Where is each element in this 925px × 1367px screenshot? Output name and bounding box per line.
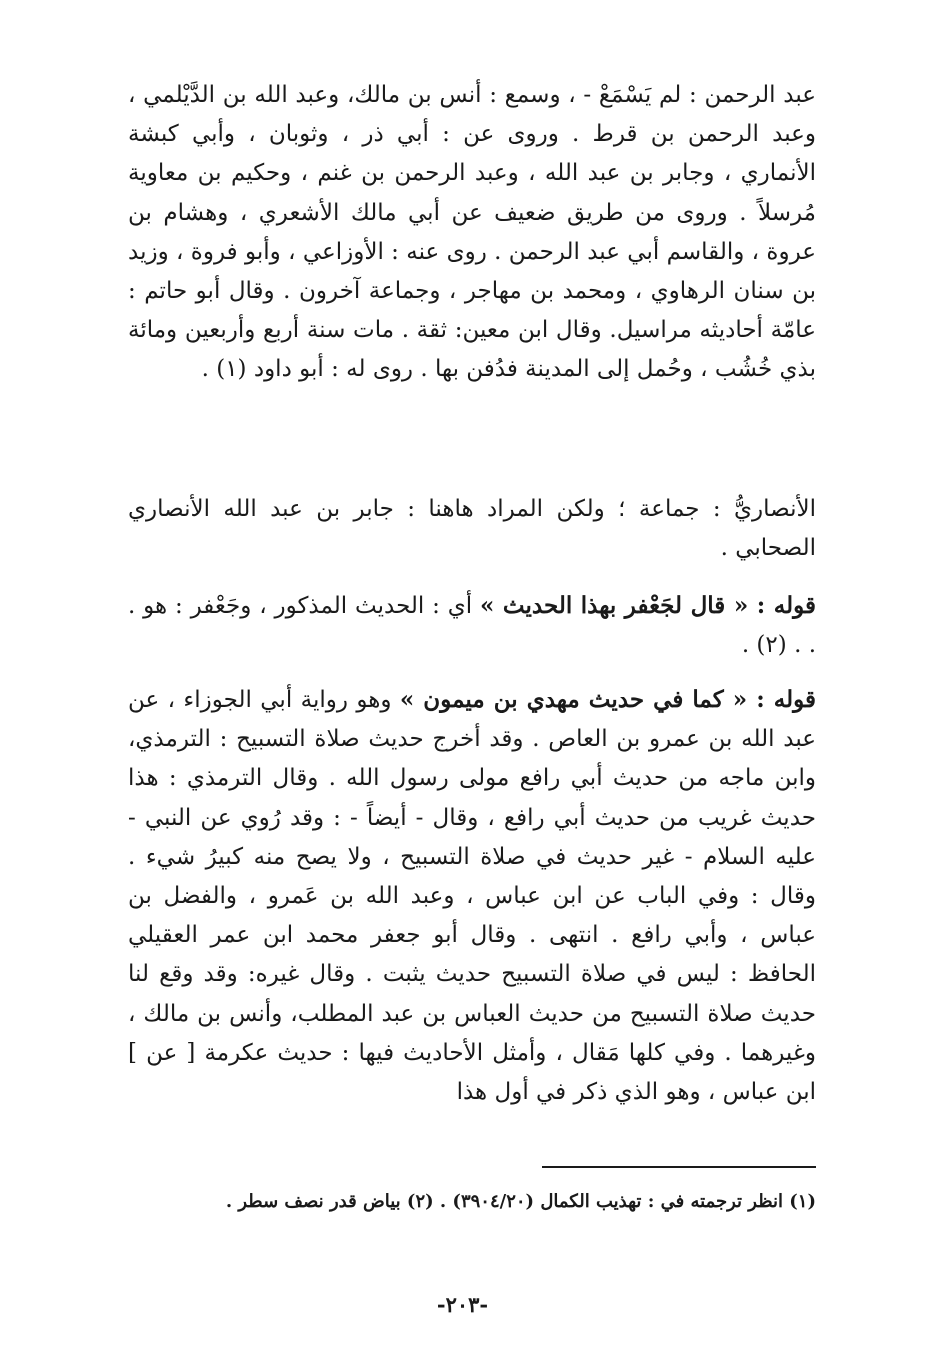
biography-text: عبد الرحمن : لم يَسْمَعْ - ، وسمع : أنس بن مالك، وعبد الله بن الدَّيْلمي ، وعبد الرحمن بن قرط . وروى عن : أبي ذر ، وثوبان ، وأبي كبشة الأنماري ، وجابر بن عبد الله ، وعبد الرحمن بن غنم ، وحكيم بن معاوية مُرسلاً . وروى من طريق ضعيف عن أبي مالك الأشعري ، وهشام بن عروة ، والقاسم أبي عبد الرحمن . روى عنه : الأوزاعي ، وأبو فروة ، وزيد بن سنان الرهاوي ، ومحمد بن مهاجر ، وجماعة آخرون . وقال أبو حاتم : عامّة أحاديثه مراسيل. وقال ابن معين: ثقة . مات سنة أربع وأربعين ومائة بذي خُشُب ، وحُمل إلى المدينة فدُفن بها . روى له : أبو داود (١) . [128,82,816,383]
jafar-quote-lead: قوله : « قال لجَعْفر بهذا الحديث » [480,592,816,619]
jafar-paragraph [128,586,816,665]
biography-paragraph [128,76,816,390]
page-number: -٢٠٣- [436,1292,489,1317]
mahdi-quote-lead: قوله : « كما في حديث مهدي بن ميمون » [399,686,816,713]
ansari-paragraph [128,490,816,568]
ansari-text: الأنصاريُّ : جماعة ؛ ولكن المراد هاهنا : جابر بن عبد الله الأنصاري الصحابي . [128,496,816,562]
footnote-separator [542,1166,816,1168]
mahdi-commentary: وهو رواية أبي الجوزاء ، عن عبد الله بن عمرو بن العاص . وقد أخرج حديث صلاة التسبيح : الترمذي، وابن ماجه من حديث أبي رافع مولى رسول الله . وقال الترمذي : هذا حديث غريب من حديث أبي رافع ، وقال - أيضاً - : وقد رُوي عن النبي - عليه السلام - غير حديث في صلاة التسبيح ، ولا يصح منه كبيرُ شيء . وقال : وفي الباب عن ابن عباس ، وعبد الله بن عَمرو ، والفضل بن عباس ، وأبي رافع . انتهى . وقال أبو جعفر محمد ابن عمر العقيلي الحافظ : ليس في صلاة التسبيح حديث يثبت . وقال غيره: وقد وقع لنا حديث صلاة التسبيح من حديث العباس بن عبد المطلب، وأنس بن مالك ، وغيرهما . وفي كلها مَقال ، وأمثل الأحاديث فيها : حديث عكرمة [ عن ] ابن عباس ، وهو الذي ذكر في أول هذا [128,687,816,1106]
footnotes: (١) انظر ترجمته في : تهذيب الكمال (٣٩٠٤/٢٠) . (٢) بياض قدر نصف سطر . [225,1191,816,1212]
mahdi-paragraph [128,680,816,1112]
jafar-commentary: أي : الحديث المذكور ، وجَعْفر : هو . . . (٢) . [128,593,816,659]
